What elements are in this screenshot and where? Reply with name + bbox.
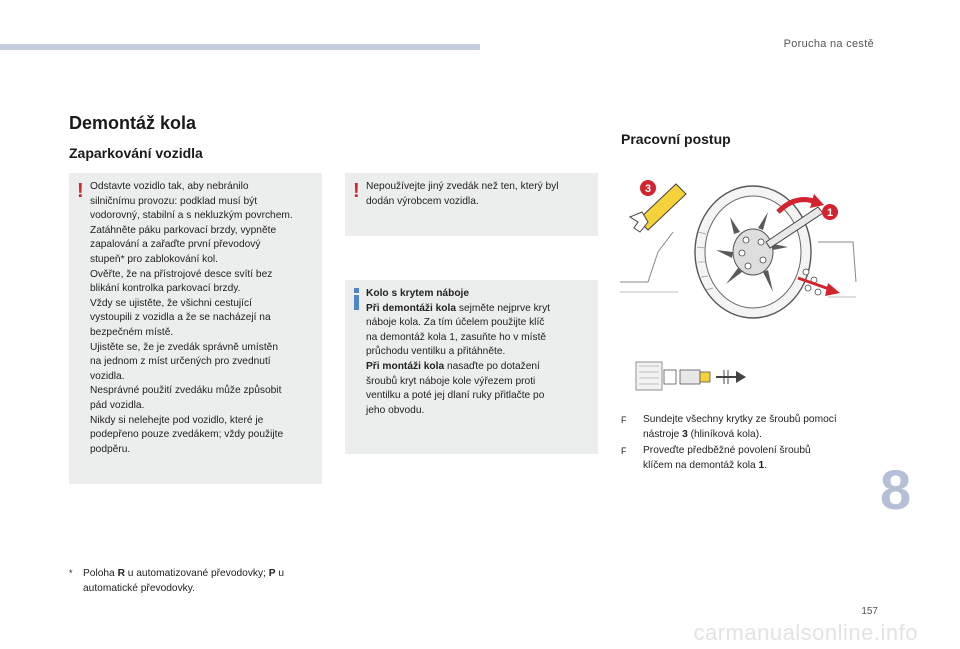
step-item: F Proveďte předběžné povolení šroubů klíčem na demontáž kola 1.: [621, 445, 811, 471]
chapter-number: 8: [880, 458, 912, 521]
info-box-hubcap: [345, 280, 598, 454]
svg-text:3: 3: [644, 183, 652, 195]
watermark: carmanualsonline.info: [693, 620, 918, 645]
procedure-steps: [621, 413, 881, 475]
step-bullet-icon: F: [621, 415, 627, 425]
section-title: Porucha na cestě: [783, 38, 874, 50]
warning-text: Nepoužívejte jiný zvedák než ten, který byl dodán výrobcem vozidla.: [366, 181, 559, 207]
warning-box-parking: [69, 173, 322, 484]
step-item: F Sundejte všechny krytky ze šroubů pomocí nástroje 3 (hliníková kola).: [621, 414, 837, 440]
subheading-parking: Zaparkování vozidla: [69, 145, 203, 161]
step-bullet-icon: F: [621, 446, 627, 457]
warning-icon: !: [77, 180, 84, 202]
wheel-removal-illustration: [618, 172, 858, 320]
warning-text: Odstavte vozidlo tak, aby nebránilo silničnímu provozu: podklad musí být vodorovný, stabilní a s nekluzkým povrchem. Zatáhněte páku parkovací brzdy, vypněte zapalování a zařaďte první převodový stupeň* pro zablokování kol. Ověřte, že na přístrojové desce svítí bez blikání kontrolka parkovací brzdy. Vždy se ujistěte, že všichni cestující vystoupili z vozidla a že se nacházejí na bezpečném místě. Ujistěte se, že je zvedák správně umístěn na jednom z míst určených pro zvednutí vozidla. Nesprávné použití zvedáku může způsobit pád vozidla. Nikdy si nelehejte pod vozidlo, které je podepřeno pouze zvedákem; vždy použijte podpěru.: [90, 181, 293, 455]
bolt-cap-detail-illustration: [634, 358, 752, 394]
page-number: 157: [861, 606, 878, 617]
header-accent-bar: [0, 44, 480, 50]
info-text: Kolo s krytem náboje Při demontáži kola sejměte nejprve kryt náboje kola. Za tím účelem použijte klíč na demontáž kola 1, zasuňte ho v místě průchodu ventilku a přitáhněte. Při montáži kola nasaďte po dotažení šroubů kryt náboje kole výřezem proti ventilku a poté jej dlaní ruky přitlačte po jeho obvodu.: [366, 288, 551, 416]
footnote: * Poloha R u automatizované převodovky; P u automatické převodovky.: [69, 568, 285, 594]
warning-box-jack: [345, 173, 598, 236]
subheading-procedure: Pracovní postup: [621, 131, 731, 147]
svg-text:1: 1: [826, 207, 834, 219]
page-title: Demontáž kola: [69, 113, 197, 133]
info-icon: [353, 288, 361, 308]
warning-icon: !: [353, 180, 360, 202]
